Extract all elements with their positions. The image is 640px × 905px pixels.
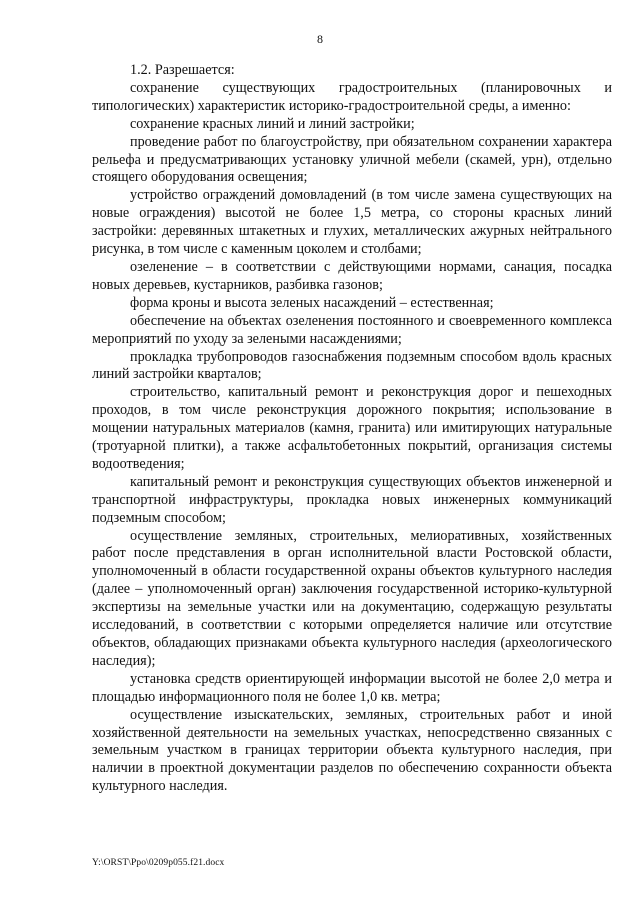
paragraph-8: прокладка трубопроводов газоснабжения подземным способом вдоль красных линий застройки кварталов; xyxy=(92,348,612,383)
paragraph-10: капитальный ремонт и реконструкция существующих объектов инженерной и транспортной инфраструктуры, прокладка новых инженерных коммуникаций подземным способом; xyxy=(92,473,612,526)
paragraph-9: строительство, капитальный ремонт и реконструкция дорог и пешеходных проходов, в том числе реконструкция дорожного покрытия; использование в мощении натуральных материалов (камня, гранита) или имитирующих натуральные (тротуарной плитки), а также асфальтобетонных покрытий, организация системы водоотведения; xyxy=(92,384,612,472)
paragraph-6: форма кроны и высота зеленых насаждений – естественная; xyxy=(130,294,494,311)
paragraph-2: сохранение красных линий и линий застройки; xyxy=(130,115,415,132)
paragraph-11: осуществление земляных, строительных, мелиоративных, хозяйственных работ после представления в орган исполнительной власти Ростовской области, уполномоченный в области государственной охраны объектов культурного наследия (далее – уполномоченный орган) заключения государственной историко-культурной экспертизы на земельные участки или на документацию, содержащую результаты исследований, в соответствии с которыми определяется наличие или отсутствие объектов, обладающих признаками объекта культурного наследия (археологического наследия); xyxy=(92,527,612,669)
paragraph-4: устройство ограждений домовладений (в том числе замена существующих на новые ограждения) высотой не более 1,5 метра, со стороны красных линий застройки: деревянных штакетных и глухих, металлических ажурных нейтрального рисунка, в том числе с каменным цоколем и столбами; xyxy=(92,187,612,258)
paragraph-12: установка средств ориентирующей информации высотой не более 2,0 метра и площадью информационного поля не более 1,0 кв. метра; xyxy=(92,670,612,705)
paragraph-5: озеленение – в соответствии с действующими нормами, санация, посадка новых деревьев, кустарников, разбивка газонов; xyxy=(92,258,612,293)
section-heading: 1.2. Разрешается: xyxy=(130,62,235,78)
page-number: 8 xyxy=(317,32,323,46)
paragraph-1: сохранение существующих градостроительных (планировочных и типологических) характеристик историко-градостроительной среды, а именно: xyxy=(92,79,612,114)
paragraph-7: обеспечение на объектах озеленения постоянного и своевременного комплекса мероприятий по уходу за зелеными насаждениями; xyxy=(92,312,612,347)
footer-file-path: Y:\ORST\Ppo\0209p055.f21.docx xyxy=(92,858,225,868)
document-body xyxy=(92,62,612,796)
paragraph-3: проведение работ по благоустройству, при обязательном сохранении характера рельефа и предусматривающих установку уличной мебели (скамей, урн), отдельно стоящего оборудования освещения; xyxy=(92,133,612,186)
paragraph-13: осуществление изыскательских, земляных, строительных работ и иной хозяйственной деятельности на земельных участках, непосредственно связанных с земельным участком в границах территории объекта культурного наследия, при наличии в проектной документации разделов по обеспечению сохранности объекта культурного наследия. xyxy=(92,706,612,795)
